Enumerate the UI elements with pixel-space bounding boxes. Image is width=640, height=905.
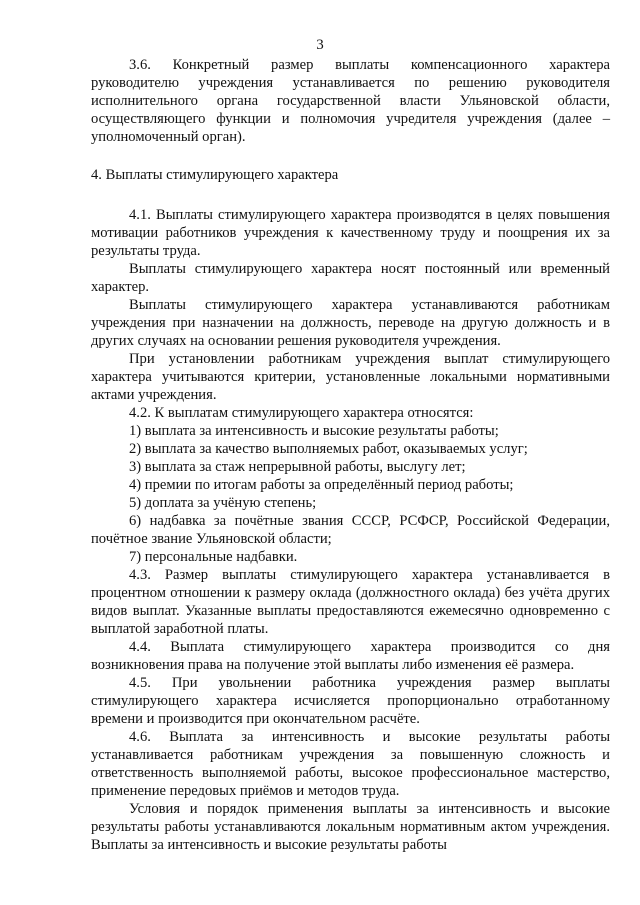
paragraph-4-1: 4.1. Выплаты стимулирующего характера производятся в целях повышения мотивации работников учреждения к качественному труду и поощрения их за результаты труда. [91,207,610,259]
list-item: 6) надбавка за почётные звания СССР, РСФСР, Российской Федерации, почётное звание Ульяновской области; [91,513,610,547]
list-item: 7) персональные надбавки. [129,549,298,565]
paragraph-4-1-b: Выплаты стимулирующего характера носят постоянный или временный характер. [91,261,610,295]
paragraph-4-2: 4.2. К выплатам стимулирующего характера относятся: [129,405,474,421]
list-item: 1) выплата за интенсивность и высокие результаты работы; [129,423,499,439]
paragraph-4-3: 4.3. Размер выплаты стимулирующего характера устанавливается в процентном отношении к размеру оклада (должностного оклада) без учёта других видов выплат. Указанные выплаты предоставляются ежемесячно одновременно с выплатой заработной платы. [91,567,610,637]
paragraph-3-6: 3.6. Конкретный размер выплаты компенсационного характера руководителю учреждения устанавливается по решению руководителя исполнительного органа государственной власти Ульяновской области, осуществляющего функции и полномочия учредителя учреждения (далее – уполномоченный орган). [91,57,610,145]
list-item: 5) доплата за учёную степень; [129,495,317,511]
paragraph-4-6: 4.6. Выплата за интенсивность и высокие результаты работы устанавливается работникам учреждения за повышенную сложность и ответственность выполняемой работы, высокое профессиональное мастерство, применение передовых приёмов и методов труда. [91,729,610,799]
page-number: 3 [316,37,324,53]
paragraph-4-4: 4.4. Выплата стимулирующего характера производится со дня возникновения права на получение этой выплаты либо изменения её размера. [91,639,610,673]
paragraph-4-1-c: Выплаты стимулирующего характера устанавливаются работникам учреждения при назначении на должность, переводе на другую должность и в других случаях на основании решения руководителя учреждения. [91,297,610,349]
list-item: 4) премии по итогам работы за определённый период работы; [129,477,514,493]
list-item: 2) выплата за качество выполняемых работ, оказываемых услуг; [129,441,528,457]
section-heading: 4. Выплаты стимулирующего характера [91,167,339,183]
paragraph-4-5: 4.5. При увольнении работника учреждения размер выплаты стимулирующего характера исчисляется пропорционально отработанному времени и производится при окончательном расчёте. [91,675,610,727]
paragraph-4-6-b: Условия и порядок применения выплаты за интенсивность и высокие результаты работы устанавливаются локальным нормативным актом учреждения. Выплаты за интенсивность и высокие результаты работы [91,801,610,853]
paragraph-4-1-d: При установлении работникам учреждения выплат стимулирующего характера учитываются критерии, установленные локальными нормативными актами учреждения. [91,351,610,403]
document-body [91,56,610,854]
list-item: 3) выплата за стаж непрерывной работы, выслугу лет; [129,459,466,475]
